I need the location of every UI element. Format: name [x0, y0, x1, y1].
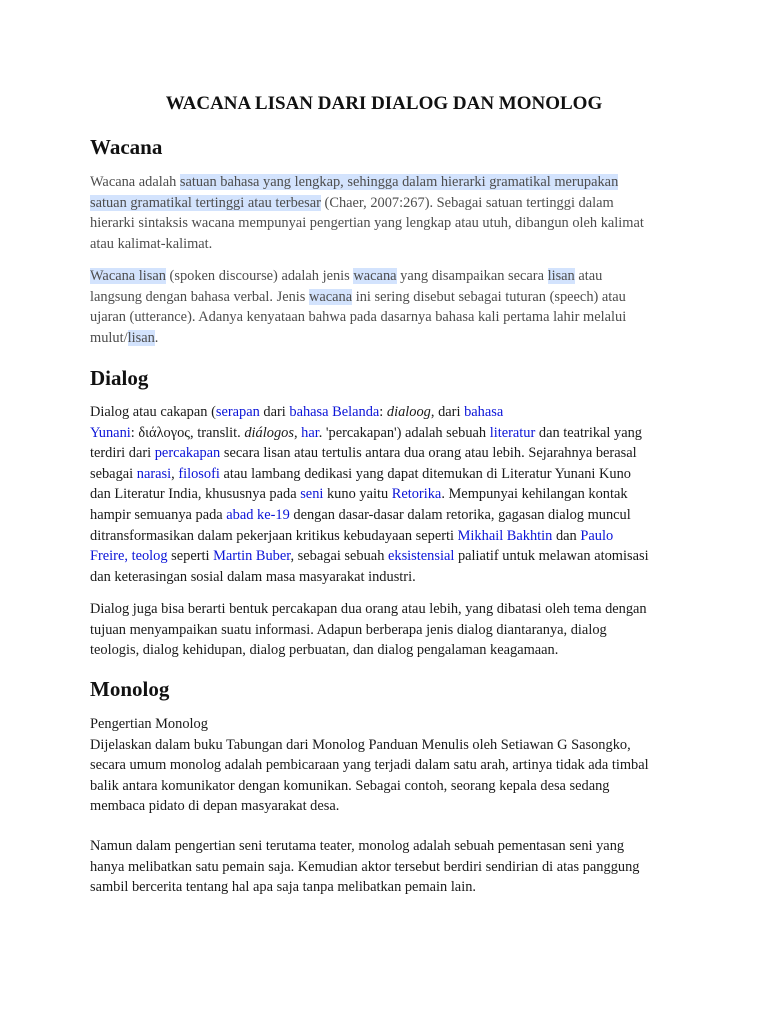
text-run: seperti [167, 548, 214, 565]
text-run: . Mempunyai kehilangan kontak [441, 486, 628, 503]
link-retorika[interactable]: Retorika [391, 486, 442, 503]
text-line: teologis, dialog kehidupan, dialog perbuatan, dan dialog pengalaman keagamaan. [90, 642, 559, 659]
text-run: ujaran (utterance). Adanya kenyataan bahwa pada dasarnya bahasa kali pertama lahir melalui [90, 309, 627, 326]
text-run: . 'percakapan') adalah sebuah [318, 424, 490, 441]
text-run: terdiri dari [90, 445, 155, 462]
text-run: secara lisan atau tertulis antara dua orang atau lebih. Sejarahnya berasal [220, 445, 637, 462]
text-run: , sebagai sebuah [290, 548, 388, 565]
text-line: hanya melibatkan satu pemain saja. Kemudian aktor tersebut berdiri sendirian di atas panggung [90, 858, 640, 875]
text-run: . [154, 329, 159, 346]
text-run: dan [552, 527, 581, 544]
text-run: yang disampaikan secara [396, 268, 548, 284]
text-run: kuno yaitu [323, 486, 392, 503]
text-run: dengan dasar-dasar dalam retorika, gagasan dialog muncul [289, 506, 631, 523]
text-run: , [124, 548, 132, 565]
link-freire[interactable]: Freire [90, 548, 125, 565]
text-line: Dijelaskan dalam buku Tabungan dari Monolog Panduan Menulis oleh Setiawan G Sasongko, [90, 736, 631, 753]
text-run: (spoken discourse) adalah jenis [165, 268, 354, 284]
text-run: atau lambang dedikasi yang dapat ditemukan di Literatur Yunani Kuno [219, 465, 631, 482]
highlighted-text: wacana [353, 268, 397, 284]
text-line: balik antara komunikator dengan komunikan. Sebagai contoh, seorang kepala desa sedang [90, 777, 610, 794]
text-run: langsung dengan bahasa verbal. Jenis [90, 288, 309, 305]
heading-monolog: Monolog [90, 677, 170, 701]
wacana-paragraph-2 [90, 266, 680, 348]
link-abad-ke-19[interactable]: abad ke-19 [226, 506, 290, 523]
text-run: dan teatrikal yang [535, 424, 642, 441]
text-run: : [379, 404, 387, 420]
text-run: sebagai [90, 465, 137, 482]
highlighted-text: Wacana lisan [90, 268, 166, 284]
text-line: sambil bercerita tentang hal apa saja tanpa melibatkan pemain lain. [90, 879, 476, 896]
italic-text: diálogos [244, 424, 294, 441]
monolog-paragraph-1 [90, 714, 680, 817]
document-title: WACANA LISAN DARI DIALOG DAN MONOLOG [165, 93, 603, 114]
wacana-paragraph-1 [90, 172, 680, 254]
link-percakapan[interactable]: percakapan [154, 445, 221, 462]
text-line: membaca pidato di depan masyarakat desa. [90, 798, 340, 815]
text-line: tujuan menyampaikan suatu informasi. Adapun berberapa jenis dialog diantaranya, dialog [90, 621, 607, 638]
monolog-paragraph-2 [90, 836, 680, 898]
link-serapan[interactable]: serapan [215, 404, 260, 420]
text-run: atau kalimat-kalimat. [90, 235, 213, 252]
text-line: secara umum monolog adalah pembicaraan yang terjadi dalam satu arah, artinya tidak ada timbal [90, 757, 649, 774]
dialog-paragraph-1 [90, 402, 680, 587]
link-bahasa-belanda[interactable]: bahasa Belanda [289, 404, 380, 420]
text-run: dari [259, 404, 290, 420]
highlighted-text: satuan gramatikal tertinggi atau terbesar [90, 194, 321, 211]
text-run: , [293, 424, 302, 441]
dialog-paragraph-2 [90, 599, 680, 661]
link-eksistensial[interactable]: eksistensial [388, 548, 455, 565]
link-seni[interactable]: seni [300, 486, 324, 503]
text-run: mulut/ [90, 329, 128, 346]
text-run: Wacana adalah [90, 174, 180, 190]
text-run: atau [574, 268, 603, 284]
link-har[interactable]: har [301, 424, 319, 441]
text-run: ini sering disebut sebagai tuturan (speech) atau [352, 288, 626, 305]
text-run: , [171, 465, 179, 482]
text-run: (Chaer, 2007:267). Sebagai satuan tertinggi dalam [320, 194, 614, 211]
link-bahasa-yunani[interactable]: bahasa [464, 404, 504, 420]
highlighted-text: satuan bahasa yang lengkap, sehingga dalam hierarki gramatikal merupakan [179, 174, 619, 190]
text-run: , dari [430, 404, 465, 420]
heading-wacana: Wacana [90, 135, 163, 159]
link-narasi[interactable]: narasi [136, 465, 172, 482]
link-paulo[interactable]: Paulo [580, 527, 614, 544]
text-line: Namun dalam pengertian seni terutama teater, monolog adalah sebuah pementasan seni yang [90, 838, 625, 854]
text-run: hampir semuanya pada [90, 506, 227, 523]
highlighted-text: wacana [309, 288, 353, 305]
link-martin-buber[interactable]: Martin Buber [213, 548, 291, 565]
text-line: Pengertian Monolog [90, 716, 208, 732]
text-run: Dialog atau cakapan ( [90, 404, 216, 420]
italic-text: dialoog [386, 404, 431, 420]
link-yunani[interactable]: Yunani [90, 424, 131, 441]
text-run: : διάλογος, translit. [130, 424, 245, 441]
text-run: paliatif untuk melawan atomisasi [454, 548, 649, 565]
text-run: dan keterasingan sosial dalam masa masyarakat industri. [90, 568, 416, 585]
highlighted-text: lisan [547, 268, 575, 284]
text-run: ditransformasikan dalam pekerjaan kritikus kebudayaan seperti [90, 527, 458, 544]
highlighted-text: lisan [127, 329, 155, 346]
text-run: hierarki sintaksis wacana mempunyai pengertian yang lengkap atau utuh, dibangun oleh kalimat [90, 215, 644, 232]
text-run: dan Literatur India, khususnya pada [90, 486, 301, 503]
text-line: Dialog juga bisa berarti bentuk percakapan dua orang atau lebih, yang dibatasi oleh tema dengan [90, 601, 647, 617]
link-literatur[interactable]: literatur [489, 424, 536, 441]
link-filosofi[interactable]: filosofi [178, 465, 220, 482]
heading-dialog: Dialog [90, 366, 149, 390]
link-teolog[interactable]: teolog [131, 548, 168, 565]
link-mikhail-bakhtin[interactable]: Mikhail Bakhtin [457, 527, 553, 544]
